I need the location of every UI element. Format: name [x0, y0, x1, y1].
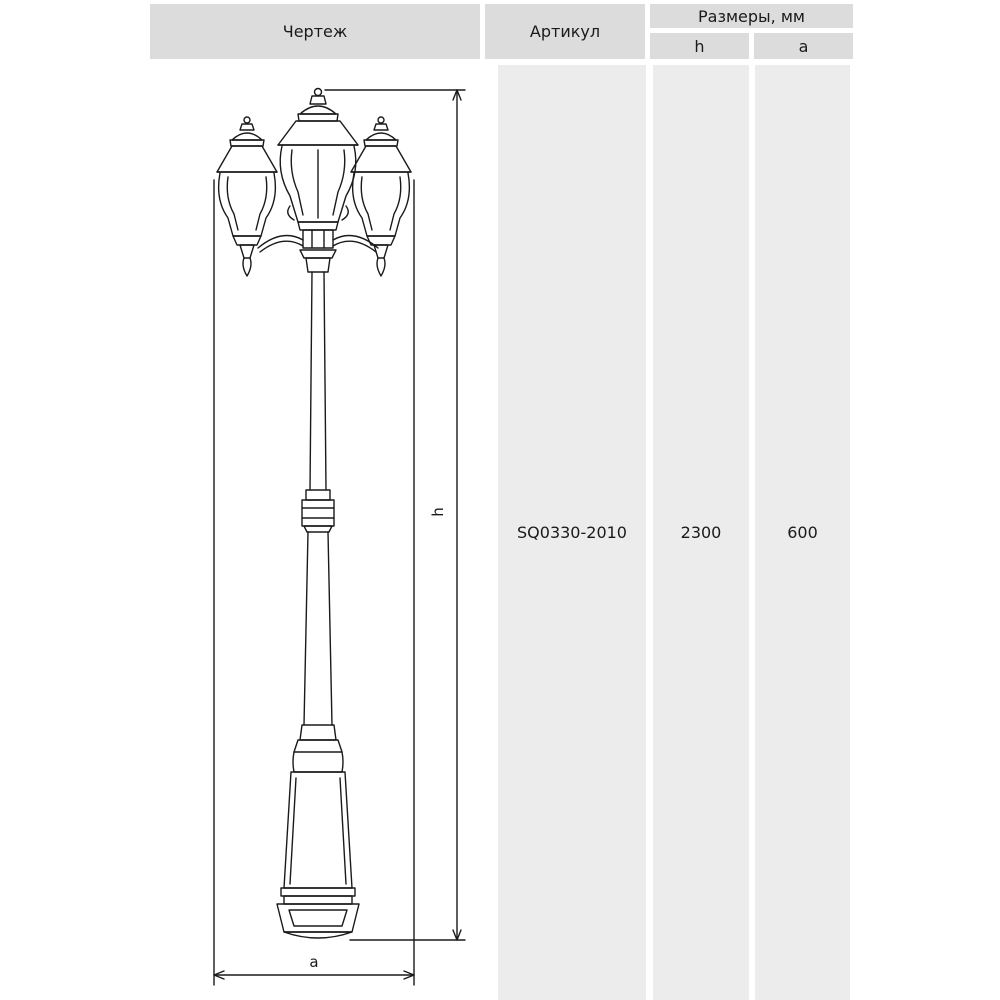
header-dimensions — [650, 4, 853, 28]
header-h-label: h — [694, 36, 705, 56]
header-a-label: a — [798, 36, 809, 56]
height-dim-label: h — [429, 507, 447, 517]
header-article-label: Артикул — [529, 22, 601, 41]
h-value: 2300 — [680, 522, 722, 542]
header-h — [650, 33, 749, 59]
width-dim-label: a — [309, 953, 319, 971]
header-article — [485, 4, 645, 59]
center-lantern — [278, 89, 358, 273]
right-lantern — [351, 117, 411, 276]
pole-base — [277, 725, 359, 938]
width-dimension — [214, 180, 414, 985]
a-value: 600 — [787, 522, 818, 542]
header-dimensions-label: Размеры, мм — [698, 6, 805, 26]
header-drawing-label: Чертеж — [282, 22, 348, 41]
left-lantern — [217, 117, 277, 276]
pole — [302, 272, 334, 725]
article-value: SQ0330-2010 — [517, 522, 627, 542]
header-a — [754, 33, 853, 59]
